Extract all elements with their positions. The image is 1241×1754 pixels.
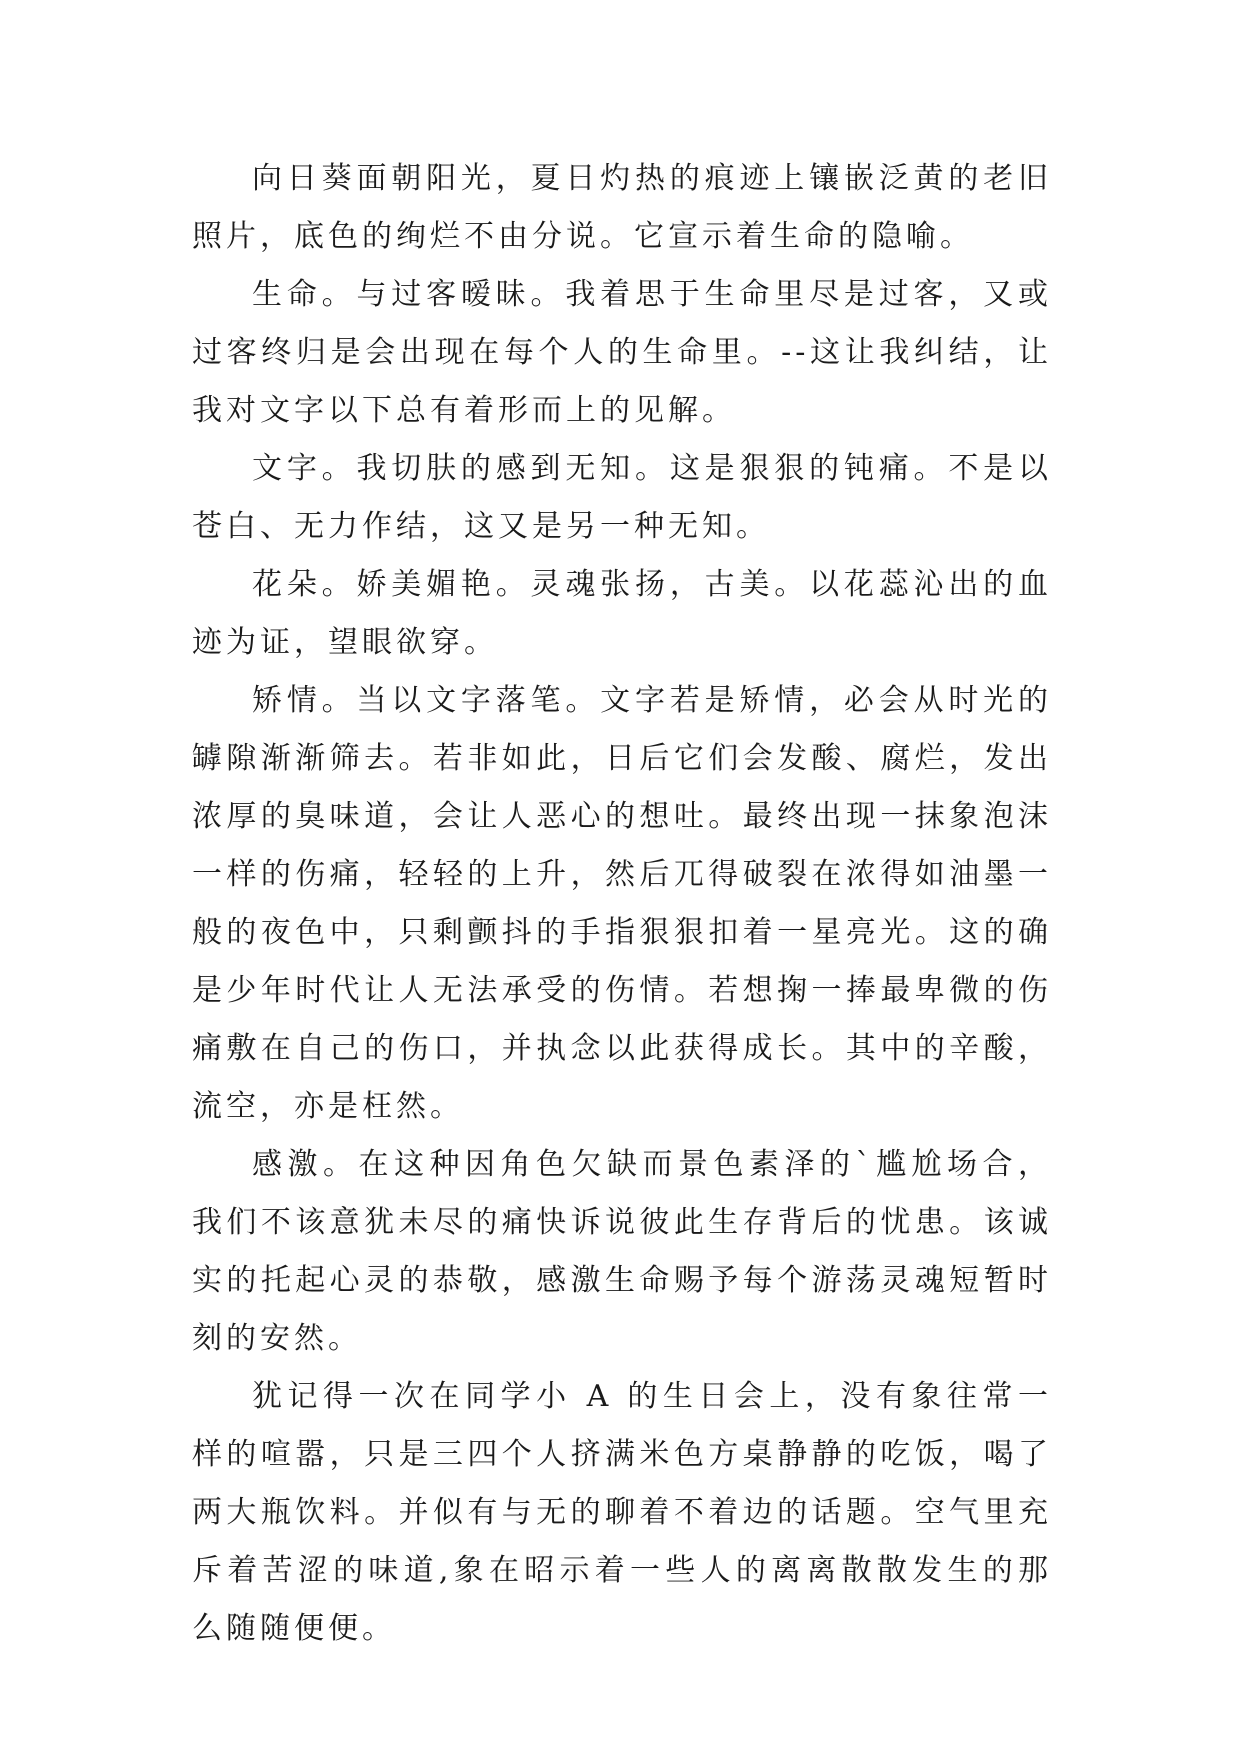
paragraph-life: 生命。与过客暧昧。我着思于生命里尽是过客，又或过客终归是会出现在每个人的生命里。--这让我纠结，让我对文字以下总有着形而上的见解。 [192,277,1052,428]
paragraph-birthday: 犹记得一次在同学小 A 的生日会上，没有象往常一样的喧嚣，只是三四个人挤满米色方桌静静的吃饭，喝了两大瓶饮料。并似有与无的聊着不着边的话题。空气里充斥着苦涩的味道,象在昭示着一些人的离离散散发生的那么随随便便。 [192,1379,1052,1646]
paragraph-words: 文字。我切肤的感到无知。这是狠狠的钝痛。不是以苍白、无力作结，这又是另一种无知。 [192,451,1052,544]
document-page [192,150,1052,1658]
paragraph-gratitude: 感激。在这种因角色欠缺而景色素泽的`尴尬场合，我们不该意犹未尽的痛快诉说彼此生存背后的忧患。该诚实的托起心灵的恭敬，感激生命赐予每个游荡灵魂短暂时刻的安然。 [192,1147,1052,1356]
paragraph-sunflower: 向日葵面朝阳光，夏日灼热的痕迹上镶嵌泛黄的老旧照片，底色的绚烂不由分说。它宣示着生命的隐喻。 [192,161,1052,254]
paragraph-flowers: 花朵。娇美媚艳。灵魂张扬，古美。以花蕊沁出的血迹为证，望眼欲穿。 [192,567,1052,660]
paragraph-sentimentality: 矫情。当以文字落笔。文字若是矫情，必会从时光的罅隙渐渐筛去。若非如此，日后它们会发酸、腐烂，发出浓厚的臭味道，会让人恶心的想吐。最终出现一抹象泡沫一样的伤痛，轻轻的上升，然后兀得破裂在浓得如油墨一般的夜色中，只剩颤抖的手指狠狠扣着一星亮光。这的确是少年时代让人无法承受的伤情。若想掬一捧最卑微的伤痛敷在自己的伤口，并执念以此获得成长。其中的辛酸，流空，亦是枉然。 [192,683,1052,1124]
